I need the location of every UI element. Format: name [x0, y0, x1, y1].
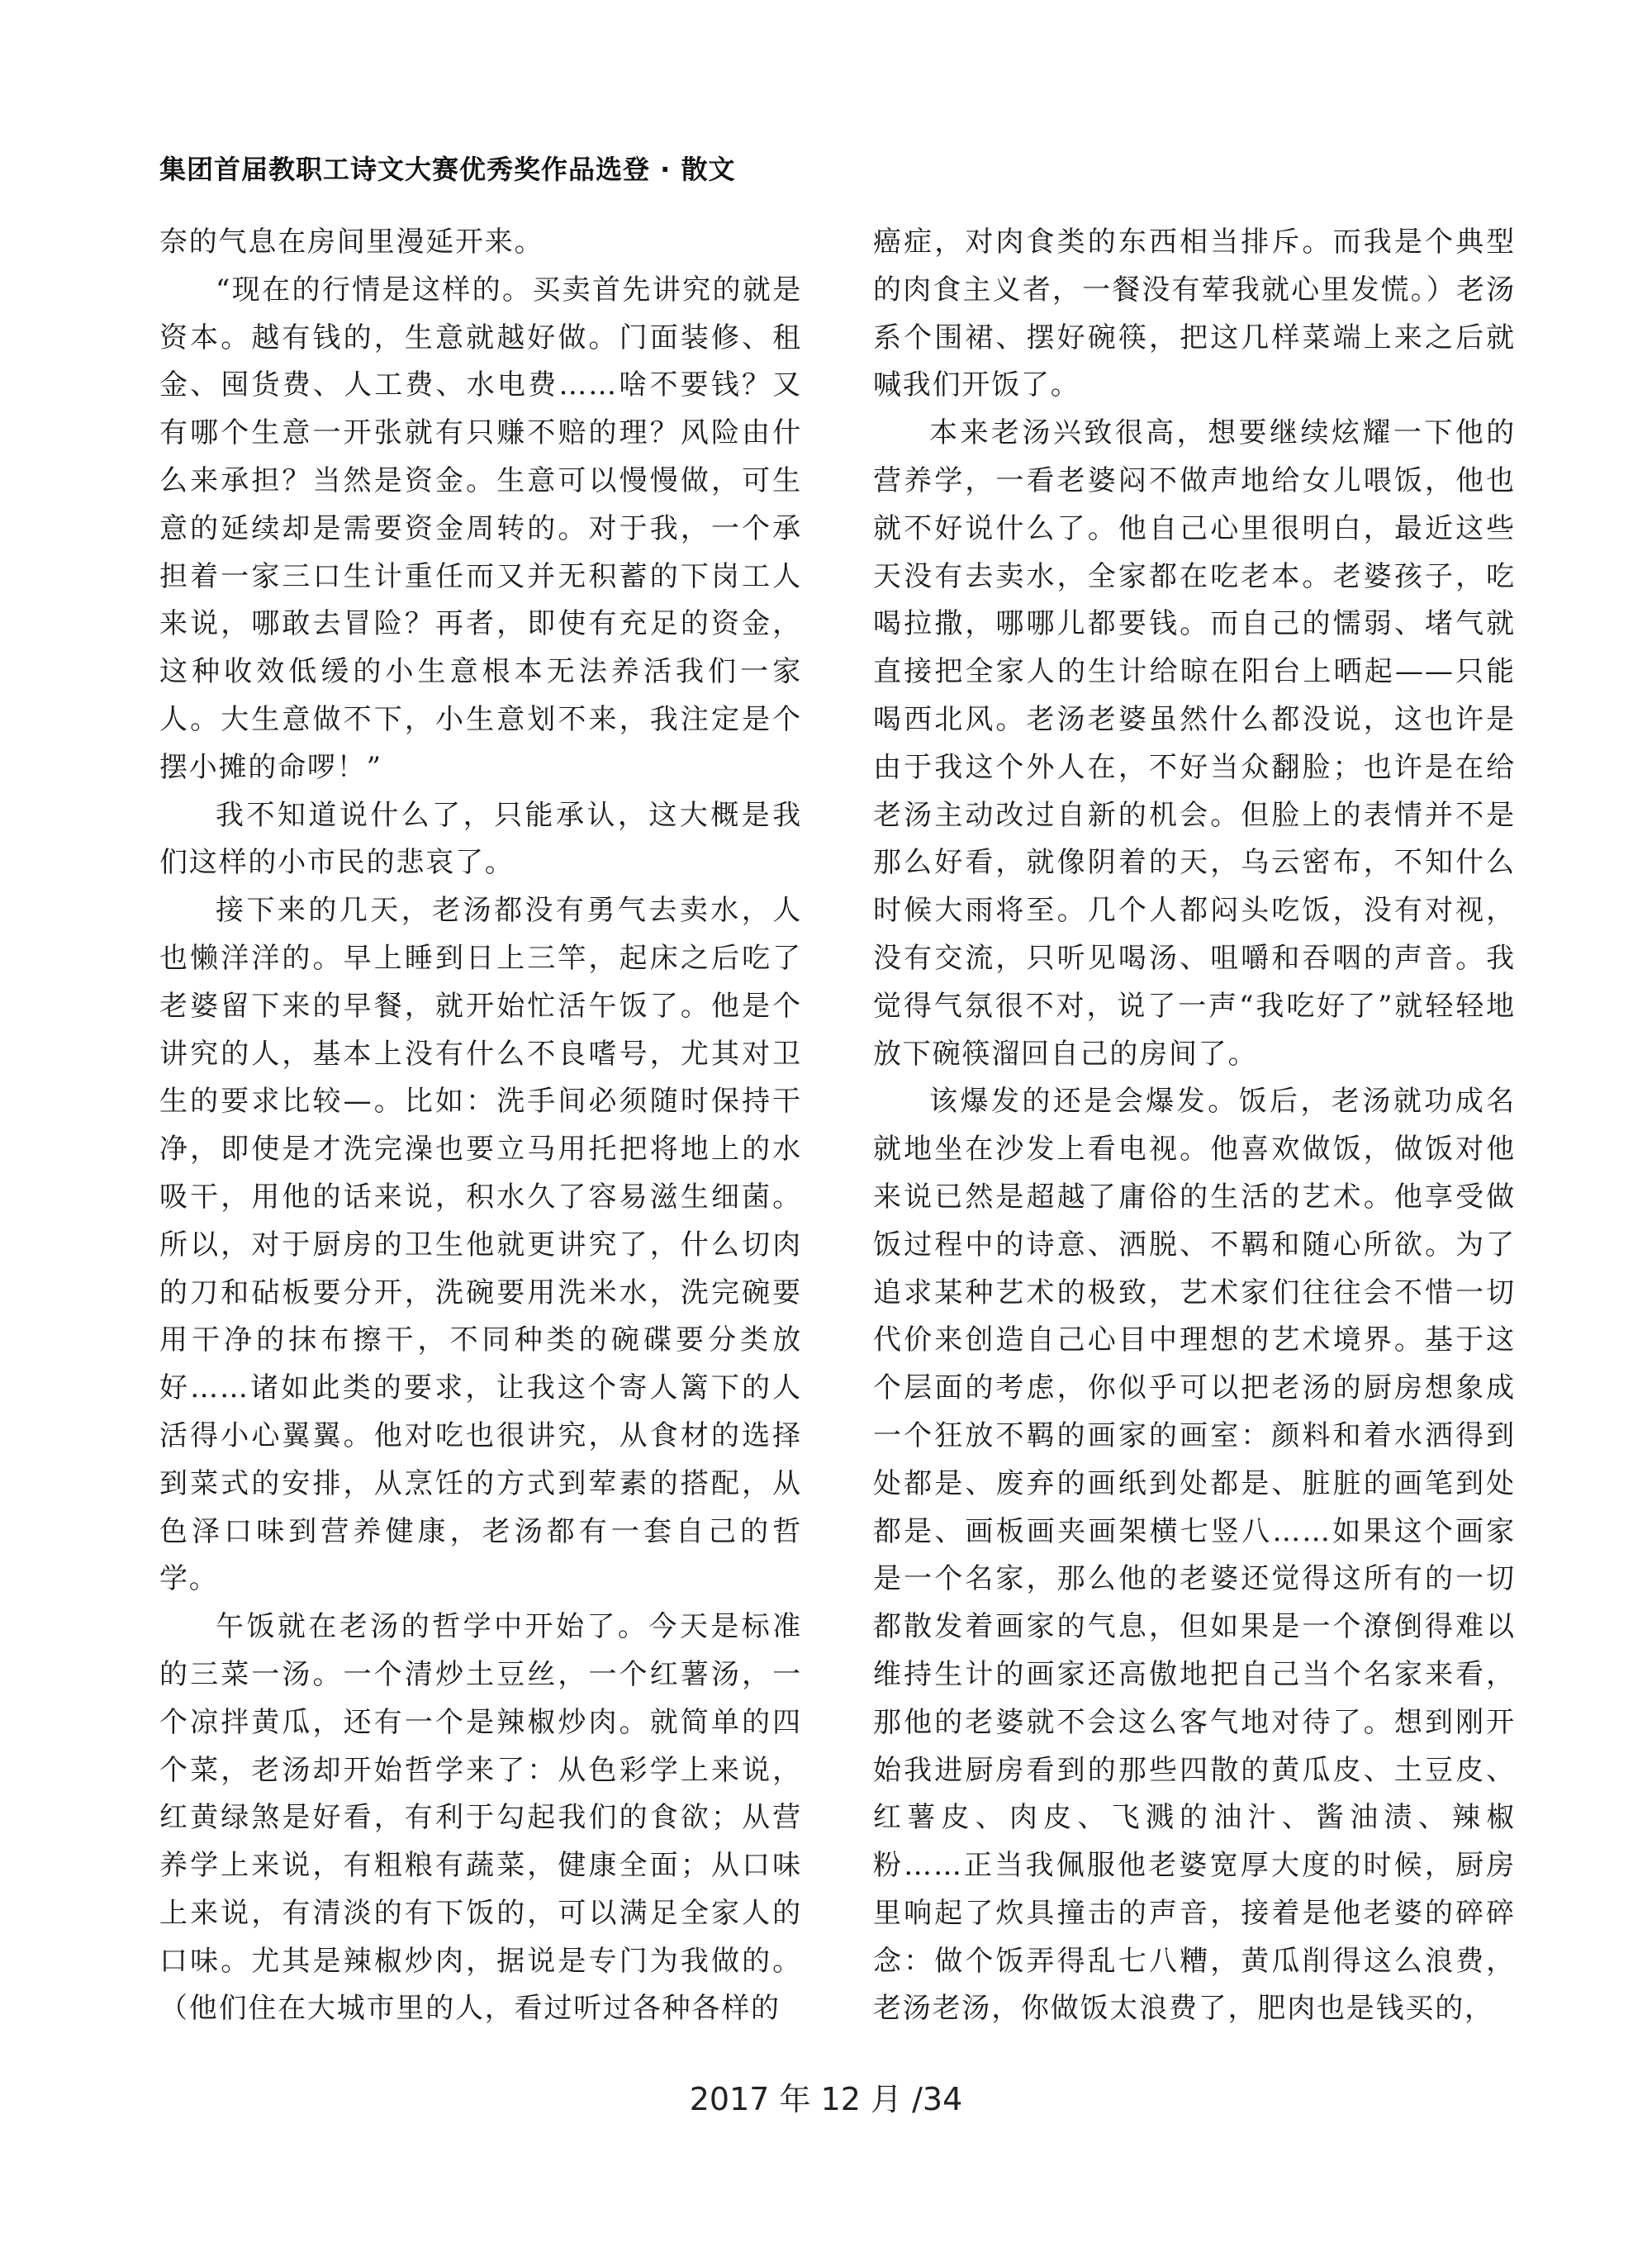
paragraph: 本来老汤兴致很高，想要继续炫耀一下他的营养学，一看老婆闷不做声地给女儿喂饭，他也就不好说什么了。他自己心里很明白，最近这些天没有去卖水，全家都在吃老本。老婆孩子，吃喝拉撒，哪哪儿都要钱。而自己的懦弱、堵气就直接把全家人的生计给晾在阳台上晒起——只能喝西北风。老汤老婆虽然什么都没说，这也许是由于我这个外人在，不好当众翻脸；也许是在给老汤主动改过自新的机会。但脸上的表情并不是那么好看，就像阴着的天，乌云密布，不知什么时候大雨将至。几个人都闷头吃饭，没有对视，没有交流，只听见喝汤、咀嚼和吞咽的声音。我觉得气氛很不对，说了一声“我吃好了”就轻轻地放下碗筷溜回自己的房间了。: [873, 416, 1516, 1071]
paragraph: 我不知道说什么了，只能承认，这大概是我们这样的小市民的悲哀了。: [159, 798, 802, 880]
paragraph-continued: 癌症，对肉食类的东西相当排斥。而我是个典型的肉食主义者，一餐没有荤我就心里发慌。）老汤系个围裙、摆好碗筷，把这几样菜端上来之后就喊我们开饭了。: [873, 226, 1516, 402]
running-header: 集团首届教职工诗文大赛优秀奖作品选登 · 散文: [159, 154, 736, 185]
left-column: [159, 219, 802, 2033]
right-column: [873, 219, 1516, 2033]
paragraph: 午饭就在老汤的哲学中开始了。今天是标准的三菜一汤。一个清炒土豆丝，一个红薯汤，一个凉拌黄瓜，还有一个是辣椒炒肉。就简单的四个菜，老汤却开始哲学来了：从色彩学上来说，红黄绿煞是好看，有利于勾起我们的食欲；从营养学上来说，有粗粮有蔬菜，健康全面；从口味上来说，有清淡的有下饭的，可以满足全家人的口味。尤其是辣椒炒肉，据说是专门为我做的。（他们住在大城市里的人，看过听过各种各样的: [159, 1610, 802, 2026]
page-number: 2017 年 12 月 /34: [689, 2081, 963, 2117]
paragraph: 接下来的几天，老汤都没有勇气去卖水，人也懒洋洋的。早上睡到日上三竿，起床之后吃了老婆留下来的早餐，就开始忙活午饭了。他是个讲究的人，基本上没有什么不良嗜号，尤其对卫生的要求比较—。比如：洗手间必须随时保持干净，即使是才洗完澡也要立马用托把将地上的水吸干，用他的话来说，积水久了容易滋生细菌。所以，对于厨房的卫生他就更讲究了，什么切肉的刀和砧板要分开，洗碗要用洗米水，洗完碗要用干净的抹布擦干，不同种类的碗碟要分类放好……诸如此类的要求，让我这个寄人篱下的人活得小心翼翼。他对吃也很讲究，从食材的选择到菜式的安排，从烹饪的方式到荤素的搭配，从色泽口味到营养健康，老汤都有一套自己的哲学。: [159, 894, 802, 1596]
paragraph: 该爆发的还是会爆发。饭后，老汤就功成名就地坐在沙发上看电视。他喜欢做饭，做饭对他来说已然是超越了庸俗的生活的艺术。他享受做饭过程中的诗意、洒脱、不羁和随心所欲。为了追求某种艺术的极致，艺术家们往往会不惜一切代价来创造自己心目中理想的艺术境界。基于这个层面的考虑，你似乎可以把老汤的厨房想象成一个狂放不羁的画家的画室：颜料和着水洒得到处都是、废弃的画纸到处都是、脏脏的画笔到处都是、画板画夹画架横七竖八……如果这个画家是一个名家，那么他的老婆还觉得这所有的一切都散发着画家的气息，但如果是一个潦倒得难以维持生计的画家还高傲地把自己当个名家来看，那他的老婆就不会这么客气地对待了。想到刚开始我进厨房看到的那些四散的黄瓜皮、土豆皮、红薯皮、肉皮、飞溅的油汁、酱油渍、辣椒粉……正当我佩服他老婆宽厚大度的时候，厨房里响起了炊具撞击的声音，接着是他老婆的碎碎念：做个饭弄得乱七八糟，黄瓜削得这么浪费，老汤老汤，你做饭太浪费了，肥肉也是钱买的，: [873, 1085, 1516, 2026]
paragraph-continued: 奈的气息在房间里漫延开来。: [159, 226, 544, 259]
paragraph: “现在的行情是这样的。买卖首先讲究的就是资本。越有钱的，生意就越好做。门面装修、租金、囤货费、人工费、水电费……啥不要钱？又有哪个生意一开张就有只赚不赔的理？风险由什么来承担？当然是资金。生意可以慢慢做，可生意的延续却是需要资金周转的。对于我，一个承担着一家三口生计重任而又并无积蓄的下岗工人来说，哪敢去冒险？再者，即使有充足的资金，这种收效低缓的小生意根本无法养活我们一家人。大生意做不下，小生意划不来，我注定是个摆小摊的命啰！”: [159, 273, 802, 784]
